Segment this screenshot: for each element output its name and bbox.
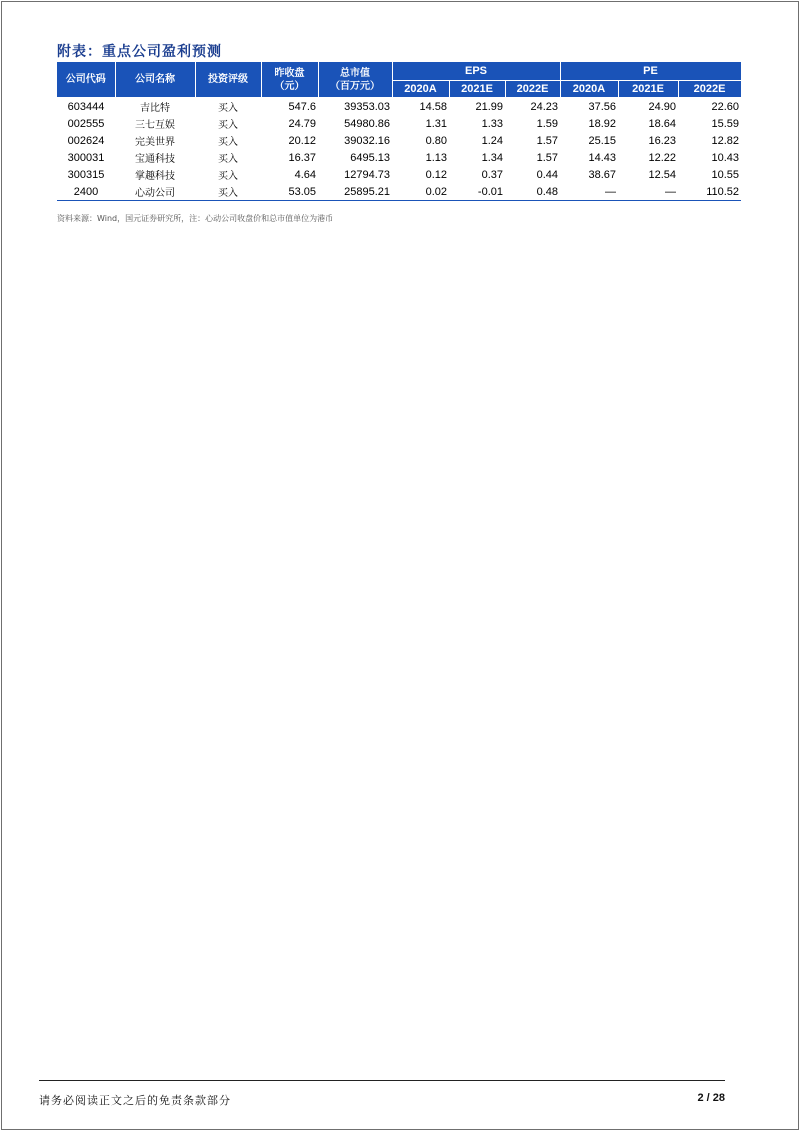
- header-eps-year: 2022E: [505, 81, 560, 98]
- header-close-line2: （元）: [274, 80, 305, 92]
- header-pe-year: 2022E: [678, 81, 741, 98]
- cell-eps-2022e: 1.57: [536, 134, 558, 147]
- cell-eps-2021e: -0.01: [449, 183, 505, 201]
- header-mcap-line1: 总市值: [340, 67, 370, 79]
- cell-eps-2021e: 1.24: [481, 134, 503, 147]
- cell-code: 300031: [67, 151, 105, 164]
- cell-rating: 买入: [218, 137, 238, 148]
- header-rating: 投资评级: [195, 62, 261, 98]
- cell-pe-2020a: 18.92: [588, 117, 616, 130]
- cell-close: 547.6: [288, 100, 316, 113]
- header-pe-year: 2021E: [618, 81, 678, 98]
- table-row: [57, 149, 741, 166]
- cell-eps-2020a: 14.58: [419, 100, 447, 113]
- header-row-1: [57, 62, 741, 81]
- header-mcap: [318, 62, 392, 98]
- cell-mcap: 6495.13: [350, 151, 390, 164]
- cell-pe-2020a: —: [560, 183, 618, 201]
- cell-rating: 买入: [218, 120, 238, 131]
- cell-pe-2021e: 12.54: [648, 168, 676, 181]
- cell-close: 16.37: [288, 151, 316, 164]
- header-name: 公司名称: [115, 62, 195, 98]
- cell-pe-2022e: 15.59: [711, 117, 740, 130]
- cell-pe-2022e: 10.43: [711, 151, 740, 164]
- header-close-line1: 昨收盘: [274, 67, 305, 79]
- cell-mcap: 39353.03: [344, 100, 390, 113]
- page-number: 2 / 28: [697, 1092, 725, 1104]
- header-pe-year: 2020A: [560, 81, 618, 98]
- forecast-table: [57, 62, 742, 201]
- cell-eps-2020a: 0.02: [392, 183, 449, 201]
- cell-pe-2021e: 18.64: [648, 117, 676, 130]
- cell-rating: 买入: [218, 171, 238, 182]
- cell-eps-2022e: 1.57: [536, 151, 558, 164]
- cell-close: 20.12: [288, 134, 316, 147]
- cell-close: 24.79: [288, 117, 316, 130]
- cell-pe-2020a: 37.56: [588, 100, 616, 113]
- cell-close: 4.64: [294, 168, 316, 181]
- header-eps-year: 2020A: [392, 81, 449, 98]
- cell-rating: 买入: [195, 183, 261, 201]
- cell-eps-2021e: 21.99: [475, 100, 503, 113]
- cell-mcap: 12794.73: [344, 168, 390, 181]
- cell-mcap: 25895.21: [318, 183, 392, 201]
- cell-eps-2020a: 1.13: [425, 151, 447, 164]
- header-eps: EPS: [392, 62, 560, 81]
- table-row: [57, 166, 741, 183]
- cell-code: 2400: [57, 183, 115, 201]
- cell-code: 002624: [67, 134, 105, 147]
- header-code: 公司代码: [57, 62, 115, 98]
- cell-pe-2021e: 16.23: [648, 134, 676, 147]
- cell-eps-2020a: 1.31: [425, 117, 447, 130]
- cell-pe-2022e: 10.55: [711, 168, 740, 181]
- header-close: [261, 62, 318, 98]
- cell-eps-2021e: 1.34: [481, 151, 503, 164]
- table-row: [57, 183, 741, 201]
- cell-eps-2022e: 1.59: [536, 117, 558, 130]
- cell-code: 002555: [67, 117, 105, 130]
- cell-mcap: 39032.16: [344, 134, 390, 147]
- cell-eps-2020a: 0.12: [425, 168, 447, 181]
- table-body: [57, 98, 741, 201]
- cell-eps-2021e: 0.37: [481, 168, 503, 181]
- cell-name: 吉比特: [140, 103, 170, 114]
- footer-disclaimer: 请务必阅读正文之后的免责条款部分: [39, 1094, 231, 1107]
- cell-eps-2021e: 1.33: [481, 117, 503, 130]
- table-row: [57, 115, 741, 132]
- cell-pe-2021e: 24.90: [648, 100, 676, 113]
- cell-pe-2021e: —: [618, 183, 678, 201]
- table-row: [57, 98, 741, 116]
- cell-eps-2020a: 0.80: [425, 134, 447, 147]
- cell-eps-2022e: 0.48: [505, 183, 560, 201]
- footer-divider: [39, 1080, 725, 1081]
- table-row: [57, 132, 741, 149]
- cell-pe-2020a: 14.43: [588, 151, 616, 164]
- cell-pe-2022e: 110.52: [678, 183, 741, 201]
- cell-eps-2022e: 24.23: [530, 100, 558, 113]
- cell-code: 300315: [67, 168, 105, 181]
- cell-pe-2022e: 12.82: [711, 134, 740, 147]
- cell-eps-2022e: 0.44: [536, 168, 558, 181]
- cell-pe-2020a: 25.15: [588, 134, 616, 147]
- cell-pe-2022e: 22.60: [711, 100, 740, 113]
- cell-rating: 买入: [218, 154, 238, 165]
- cell-name: 三七互娱: [135, 120, 175, 131]
- cell-name: 掌趣科技: [135, 171, 175, 182]
- header-pe: PE: [560, 62, 741, 81]
- cell-name: 宝通科技: [135, 154, 175, 165]
- cell-name: 完美世界: [135, 137, 175, 148]
- cell-mcap: 54980.86: [344, 117, 390, 130]
- header-eps-year: 2021E: [449, 81, 505, 98]
- cell-pe-2020a: 38.67: [588, 168, 616, 181]
- cell-code: 603444: [67, 100, 105, 113]
- cell-name: 心动公司: [115, 183, 195, 201]
- cell-rating: 买入: [218, 103, 238, 114]
- cell-pe-2021e: 12.22: [648, 151, 676, 164]
- table-title: 附表：重点公司盈利预测: [57, 44, 222, 60]
- source-note: 资料来源：Wind，国元证券研究所，注：心动公司收盘价和总市值单位为港币: [57, 214, 334, 223]
- cell-close: 53.05: [261, 183, 318, 201]
- header-mcap-line2: （百万元）: [330, 80, 380, 92]
